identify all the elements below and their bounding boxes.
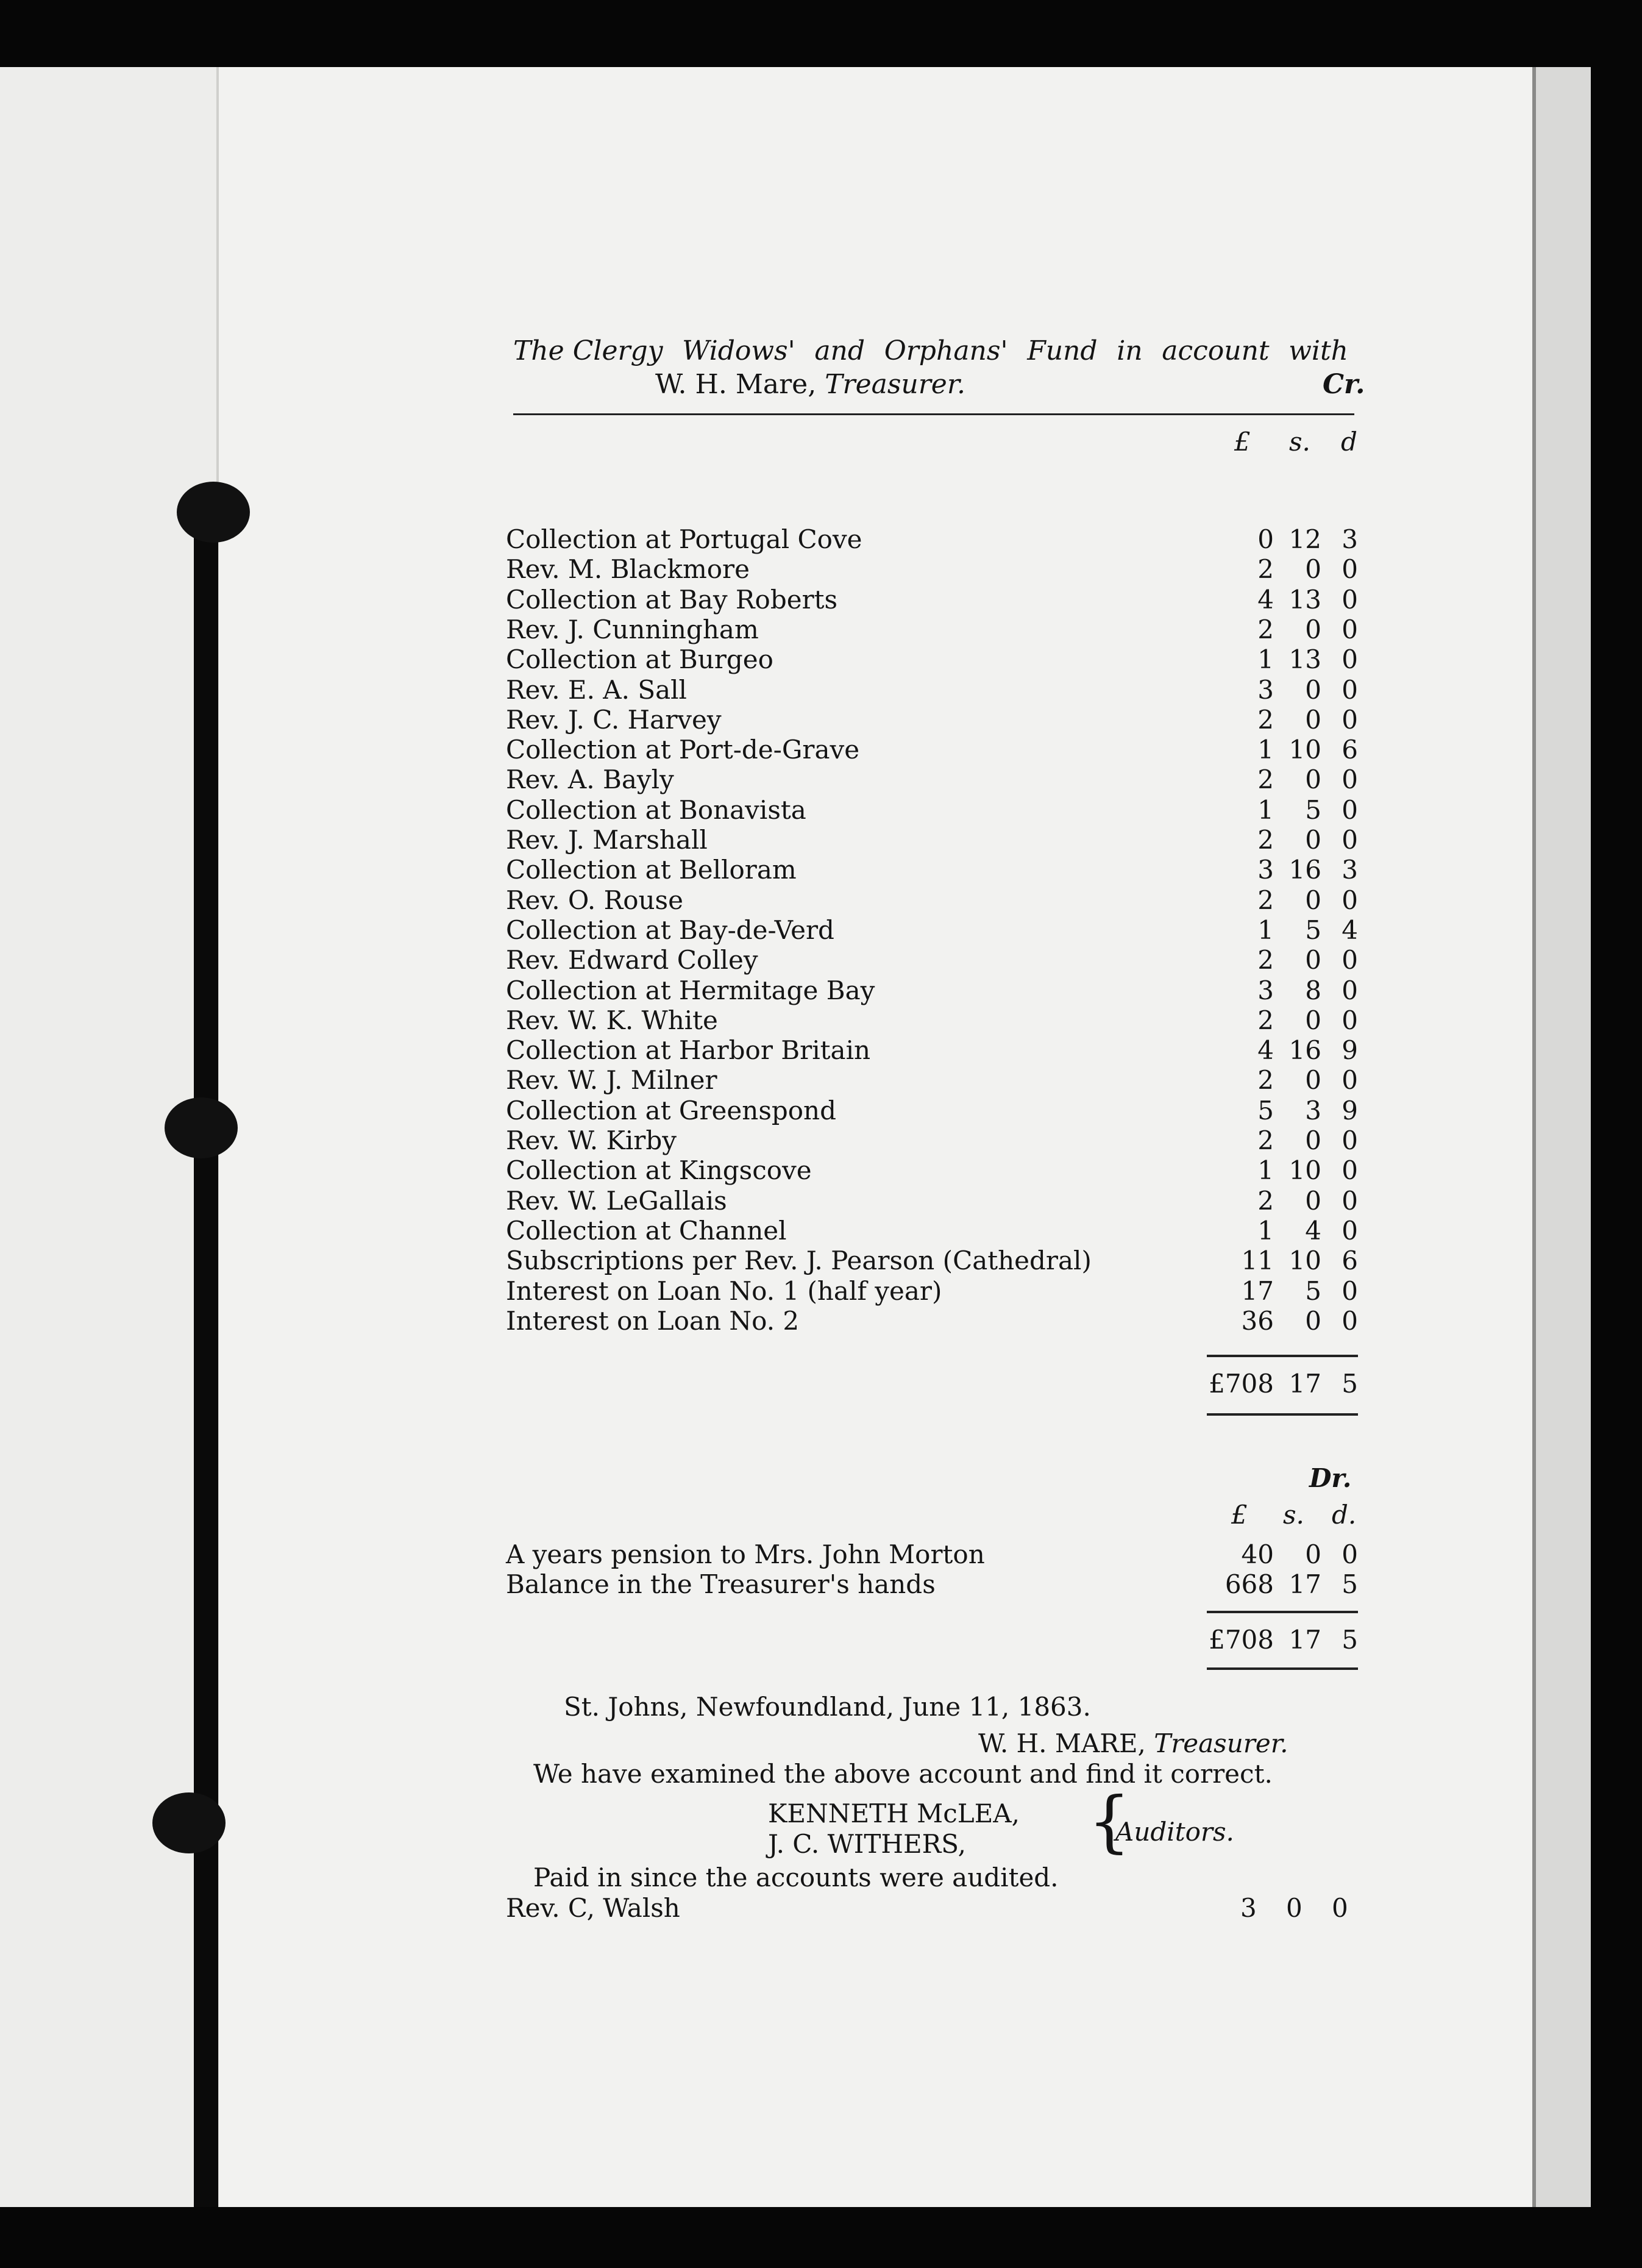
pence-cell: 0 [1342,765,1358,795]
auditor-name: KENNETH McLEA, [768,1799,1020,1828]
credit-entry-label: Rev. A. Bayly [506,765,674,795]
credit-entry-label: Rev. Edward Colley [506,945,758,975]
treasurer-heading-role: Treasurer. [825,369,966,400]
paid-in-note: Paid in since the accounts were audited. [533,1863,1059,1892]
pence-cell: 0 [1342,614,1358,644]
shillings-cell: 17 [1288,1569,1321,1599]
binding-hole [177,482,250,543]
shillings-cell: 10 [1288,1246,1321,1276]
shillings-cell: 12 [1288,524,1321,554]
auditor-brace: { [1088,1782,1131,1860]
pounds-cell: 2 [1257,825,1274,855]
pence-cell: 0 [1342,704,1358,735]
credit-entry-row [506,615,1359,644]
pence-cell: 0 [1342,1215,1358,1246]
pounds-cell: 4 [1257,1035,1274,1066]
debit-label: Dr. [1309,1463,1352,1493]
credit-entry-label: Collection at Portugal Cove [506,524,862,554]
late-payment-label: Rev. C, Walsh [506,1893,680,1923]
pounds-cell: 3 [1257,975,1274,1005]
pounds-cell: 2 [1257,1185,1274,1216]
shillings-cell: 4 [1305,1215,1321,1246]
credit-total-pounds: £708 [1209,1369,1274,1399]
credit-entry-label: Collection at Greenspond [506,1095,836,1125]
shillings-cell: 10 [1288,1155,1321,1186]
late-payment-pence: 0 [1332,1893,1348,1923]
pence-cell: 0 [1342,1125,1358,1155]
pounds-cell: 2 [1257,885,1274,915]
pounds-cell: 5 [1257,1095,1274,1125]
shillings-cell: 5 [1305,794,1321,825]
pounds-cell: 1 [1257,915,1274,945]
binding-spine [194,530,218,2207]
shillings-cell: 0 [1305,945,1321,975]
pence-cell: 6 [1342,1246,1358,1276]
credit-entry-label: Rev. W. J. Milner [506,1065,717,1096]
pence-cell: 0 [1342,1155,1358,1186]
pence-cell: 0 [1342,584,1358,615]
credit-entry-row [506,675,1359,705]
pounds-cell: 2 [1257,1005,1274,1035]
shillings-cell: 13 [1288,584,1321,615]
credit-entry-row [506,644,1359,674]
debit-entry-row [506,1539,1359,1569]
pence-cell: 0 [1342,1185,1358,1216]
shillings-cell: 13 [1288,644,1321,675]
shillings-cell: 5 [1305,915,1321,945]
pounds-cell: 1 [1257,644,1274,675]
credit-entry-row [506,1216,1359,1246]
pence-cell: 4 [1342,915,1358,945]
debit-entry-row [506,1569,1359,1599]
credit-entry-row [506,825,1359,855]
shillings-cell: 0 [1305,825,1321,855]
pence-cell: 0 [1342,794,1358,825]
credit-entry-label: Rev. J. C. Harvey [506,704,722,735]
shillings-cell: 0 [1305,1539,1321,1569]
credit-entry-label: Rev. W. K. White [506,1005,718,1035]
shillings-header: s. [1289,427,1310,457]
shillings-cell: 8 [1305,975,1321,1005]
credit-entry-row [506,855,1359,885]
shillings-cell: 0 [1305,614,1321,644]
debit-entry-label: Balance in the Treasurer's hands [506,1569,936,1599]
pence-cell: 0 [1342,945,1358,975]
scanned-page [0,67,1591,2207]
pounds-cell: 40 [1241,1539,1274,1569]
title-word: and [814,335,865,366]
credit-entry-label: Collection at Bay Roberts [506,584,838,615]
place-date: St. Johns, Newfoundland, June 11, 1863. [564,1692,1091,1722]
credit-entry-row [506,1155,1359,1185]
pence-cell: 3 [1342,524,1358,554]
pounds-cell: 1 [1257,1155,1274,1186]
title-word: account [1162,335,1270,366]
pounds-cell: 1 [1257,1215,1274,1246]
credit-entry-label: Rev. W. LeGallais [506,1185,727,1216]
pounds-cell: 668 [1224,1569,1274,1599]
debit-shillings-header: s. [1283,1500,1304,1530]
credit-entry-label: Rev. J. Cunningham [506,614,759,644]
pounds-cell: 36 [1241,1305,1274,1336]
debit-pounds-header: £ [1231,1500,1248,1530]
shillings-cell: 0 [1305,1005,1321,1035]
title-word: with [1288,335,1348,366]
credit-entry-label: Collection at Hermitage Bay [506,975,875,1005]
credit-entry-label: Collection at Bonavista [506,794,806,825]
pence-cell: 0 [1342,1305,1358,1336]
examined-statement: We have examined the above account and find it correct. [533,1759,1273,1789]
credit-entry-row [506,1306,1359,1336]
shillings-cell: 10 [1288,735,1321,765]
credit-entry-label: Interest on Loan No. 2 [506,1305,800,1336]
pounds-cell: 1 [1257,794,1274,825]
treasurer-signature-role: Treasurer. [1154,1728,1288,1758]
credit-entry-row [506,1125,1359,1155]
treasurer-heading [655,369,965,400]
binding-hole [165,1097,238,1158]
credit-entry-row [506,585,1359,615]
credit-entry-row [506,524,1359,554]
auditors-label: Auditors. [1115,1817,1234,1847]
debit-total-shillings: 17 [1288,1625,1321,1655]
right-page-edge [1532,67,1591,2207]
shillings-cell: 3 [1305,1095,1321,1125]
pence-cell: 3 [1342,855,1358,885]
debit-total-pence: 5 [1342,1625,1358,1655]
title-word: Widows' [682,335,795,366]
credit-entry-row [506,1246,1359,1275]
credit-entry-label: Rev. O. Rouse [506,885,683,915]
credit-entry-label: Subscriptions per Rev. J. Pearson (Cathedral) [506,1246,1092,1276]
credit-entry-label: Collection at Harbor Britain [506,1035,871,1066]
credit-entry-label: Collection at Kingscove [506,1155,812,1186]
title-word: in [1117,335,1143,366]
pounds-cell: 3 [1257,674,1274,705]
pence-cell: 0 [1342,885,1358,915]
total-rule-bottom [1207,1413,1358,1416]
credit-entry-label: Rev. E. A. Sall [506,674,687,705]
treasurer-signature-name: W. H. MARE, [978,1728,1146,1758]
shillings-cell: 0 [1305,674,1321,705]
title-word: The Clergy [513,335,663,366]
shillings-cell: 0 [1305,554,1321,585]
credit-entry-label: Rev. M. Blackmore [506,554,750,585]
credit-entry-row [506,1065,1359,1095]
credit-entry-label: Collection at Belloram [506,855,797,885]
pence-cell: 0 [1342,554,1358,585]
pence-cell: 0 [1342,674,1358,705]
credit-entry-row [506,705,1359,735]
pence-cell: 9 [1342,1095,1358,1125]
total-rule-top [1207,1355,1358,1357]
credit-entry-row [506,1005,1359,1035]
pounds-cell: 2 [1257,1125,1274,1155]
shillings-cell: 0 [1305,1125,1321,1155]
credit-total-shillings: 17 [1288,1369,1321,1399]
pounds-cell: 4 [1257,584,1274,615]
pounds-cell: 17 [1241,1275,1274,1306]
credit-entry-row [506,765,1359,794]
pounds-cell: 2 [1257,704,1274,735]
pounds-cell: 2 [1257,765,1274,795]
debit-entry-label: A years pension to Mrs. John Morton [506,1539,985,1569]
shillings-cell: 5 [1305,1275,1321,1306]
credit-label: Cr. [1323,369,1365,400]
pounds-cell: 2 [1257,1065,1274,1096]
debit-total-pounds: £708 [1209,1625,1274,1655]
pence-cell: 0 [1342,1065,1358,1096]
shillings-cell: 0 [1305,1185,1321,1216]
credit-entry-row [506,1096,1359,1125]
late-payment-shillings: 0 [1286,1893,1303,1923]
credit-entry-label: Interest on Loan No. 1 (half year) [506,1275,942,1306]
header-rule [513,413,1354,415]
credit-entry-row [506,735,1359,765]
credit-entry-row [506,554,1359,584]
credit-entry-row [506,1035,1359,1065]
title-word: Fund [1027,335,1098,366]
shillings-cell: 16 [1288,1035,1321,1066]
pounds-cell: 0 [1257,524,1274,554]
shillings-cell: 0 [1305,1305,1321,1336]
shillings-cell: 16 [1288,855,1321,885]
credit-entry-label: Collection at Burgeo [506,644,773,675]
title-word: Orphans' [884,335,1008,366]
credit-total-pence: 5 [1342,1369,1358,1399]
pence-cell: 5 [1342,1569,1358,1599]
credit-entry-row [506,945,1359,975]
pounds-cell: 2 [1257,945,1274,975]
credit-entry-row [506,975,1359,1005]
pence-cell: 6 [1342,735,1358,765]
credit-entry-row [506,795,1359,825]
credit-entry-row [506,1276,1359,1306]
pence-header: d [1341,427,1357,457]
credit-entry-row [506,1186,1359,1216]
late-payment-pounds: 3 [1240,1893,1257,1923]
credit-entry-row [506,915,1359,945]
pounds-cell: 2 [1257,554,1274,585]
pence-cell: 0 [1342,825,1358,855]
pence-cell: 0 [1342,1005,1358,1035]
credit-entry-label: Collection at Bay-de-Verd [506,915,834,945]
pence-cell: 0 [1342,1539,1358,1569]
pence-cell: 0 [1342,975,1358,1005]
pounds-cell: 11 [1241,1246,1274,1276]
shillings-cell: 0 [1305,885,1321,915]
pounds-header: £ [1234,427,1251,457]
pence-cell: 9 [1342,1035,1358,1066]
shillings-cell: 0 [1305,1065,1321,1096]
debit-pence-header: d. [1332,1500,1357,1530]
pounds-cell: 1 [1257,735,1274,765]
debit-total-rule-top [1207,1611,1358,1613]
auditor-name: J. C. WITHERS, [768,1829,966,1859]
credit-entry-label: Collection at Port-de-Grave [506,735,860,765]
statement-title [513,335,1348,366]
credit-entry-label: Rev. J. Marshall [506,825,708,855]
pence-cell: 0 [1342,644,1358,675]
credit-entry-label: Collection at Channel [506,1215,787,1246]
debit-total-rule-bottom [1207,1667,1358,1670]
pence-cell: 0 [1342,1275,1358,1306]
pounds-cell: 2 [1257,614,1274,644]
shillings-cell: 0 [1305,765,1321,795]
pounds-cell: 3 [1257,855,1274,885]
credit-entry-label: Rev. W. Kirby [506,1125,677,1155]
credit-entry-row [506,885,1359,915]
binding-hole [152,1792,226,1853]
treasurer-signature [978,1728,1288,1758]
shillings-cell: 0 [1305,704,1321,735]
treasurer-heading-name: W. H. Mare, [655,369,817,400]
